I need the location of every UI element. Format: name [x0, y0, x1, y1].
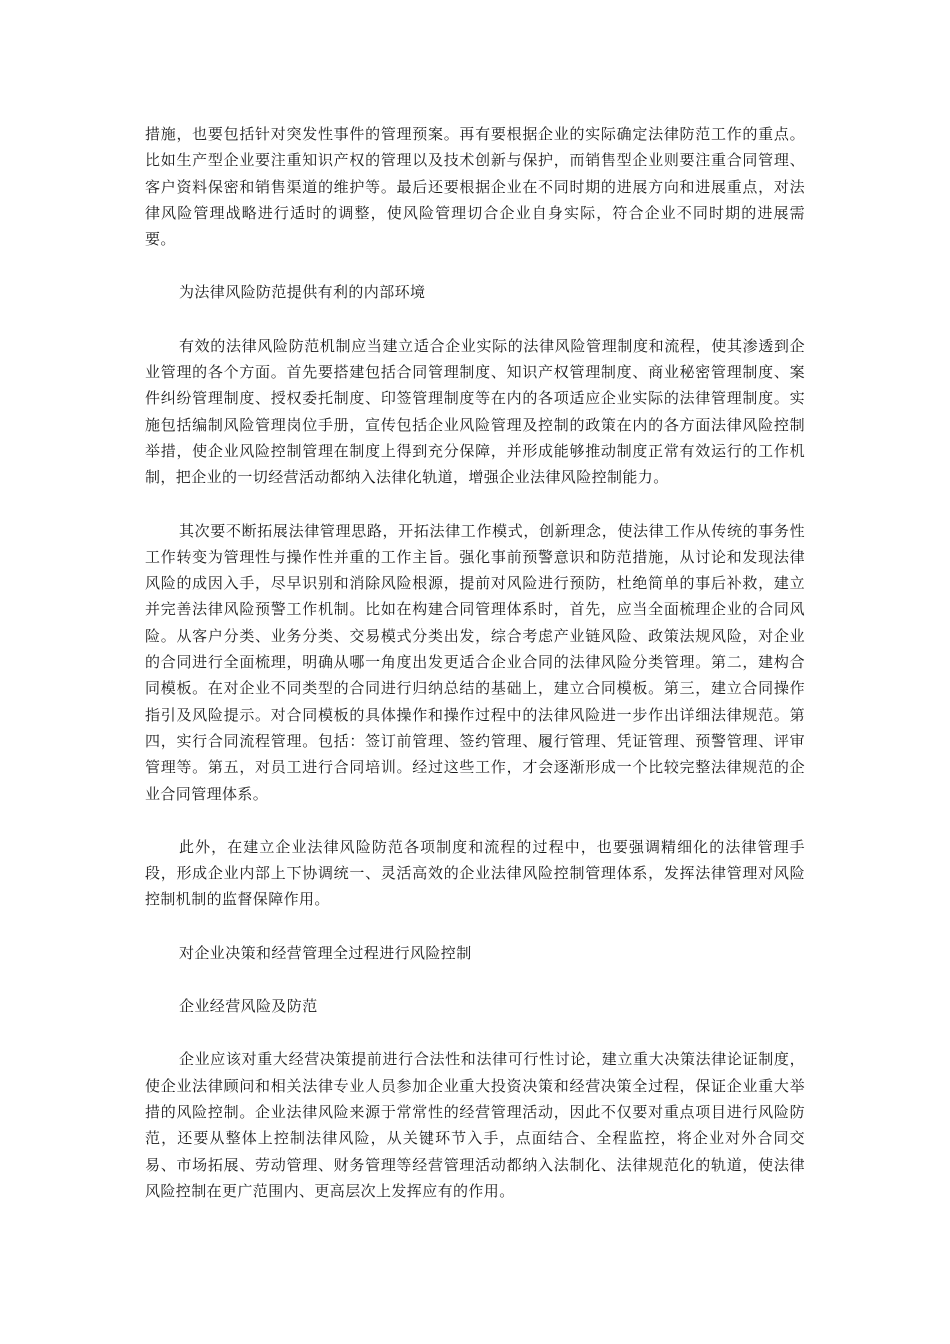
section-heading-risk-control: 对企业决策和经营管理全过程进行风险控制 — [179, 943, 472, 962]
paragraph-management-system: 有效的法律风险防范机制应当建立适合企业实际的法律风险管理制度和流程，使其渗透到企业管理的各个方面。首先要搭建包括合同管理制度、知识产权管理制度、商业秘密管理制度、案件纠纷管理制度、授权委托制度、印签管理制度等在内的各项适应企业实际的法律管理制度。实施包括编制风险管理岗位手册，宣传包括企业风险管理及控制的政策在内的各方面法律风险控制举措，使企业风险控制管理在制度上得到充分保障，并形成能够推动制度正常有效运行的工作机制，把企业的一切经营活动都纳入法律化轨道，增强企业法律风险控制能力。 — [145, 336, 805, 487]
paragraph-major-decisions: 企业应该对重大经营决策提前进行合法性和法律可行性讨论，建立重大决策法律论证制度，使企业法律顾问和相关法律专业人员参加企业重大投资决策和经营决策全过程，保证企业重大举措的风险控制。企业法律风险来源于常常性的经营管理活动，因此不仅要对重点项目进行风险防范，还要从整体上控制法律风险，从关键环节入手，点面结合、全程监控，将企业对外合同交易、市场拓展、劳动管理、财务管理等经营管理活动都纳入法制化、法律规范化的轨道，使法律风险控制在更广范围内、更高层次上发挥应有的作用。 — [145, 1050, 805, 1200]
document-page — [145, 121, 805, 1231]
section-heading-internal-environment: 为法律风险防范提供有利的内部环境 — [179, 283, 426, 302]
section-heading-business-risk: 企业经营风险及防范 — [179, 997, 318, 1016]
paragraph-intro-continuation: 措施，也要包括针对突发性事件的管理预案。再有要根据企业的实际确定法律防范工作的重点。比如生产型企业要注重知识产权的管理以及技术创新与保护，而销售型企业则要注重合同管理、客户资料保密和销售渠道的维护等。最后还要根据企业在不同时期的进展方向和进展重点，对法律风险管理战略进行适时的调整，使风险管理切合企业自身实际，符合企业不同时期的进展需要。 — [145, 125, 805, 249]
paragraph-refined-management: 此外，在建立企业法律风险防范各项制度和流程的过程中，也要强调精细化的法律管理手段，形成企业内部上下协调统一、灵活高效的企业法律风险控制管理体系，发挥法律管理对风险控制机制的监督保障作用。 — [145, 837, 805, 909]
paragraph-legal-management-ideas: 其次要不断拓展法律管理思路，开拓法律工作模式，创新理念，使法律工作从传统的事务性工作转变为管理性与操作性并重的工作主旨。强化事前预警意识和防范措施，从讨论和发现法律风险的成因入手，尽早识别和消除风险根源，提前对风险进行预防，杜绝简单的事后补救，建立并完善法律风险预警工作机制。比如在构建合同管理体系时，首先，应当全面梳理企业的合同风险。从客户分类、业务分类、交易模式分类出发，综合考虑产业链风险、政策法规风险，对企业的合同进行全面梳理，明确从哪一角度出发更适合企业合同的法律风险分类管理。第二，建构合同模板。在对企业不同类型的合同进行归纳总结的基础上，建立合同模板。第三，建立合同操作指引及风险提示。对合同模板的具体操作和操作过程中的法律风险进一步作出详细法律规范。第四，实行合同流程管理。包括：签订前管理、签约管理、履行管理、凭证管理、预警管理、评审管理等。第五，对员工进行合同培训。经过这些工作，才会逐渐形成一个比较完整法律规范的企业合同管理体系。 — [145, 521, 805, 803]
